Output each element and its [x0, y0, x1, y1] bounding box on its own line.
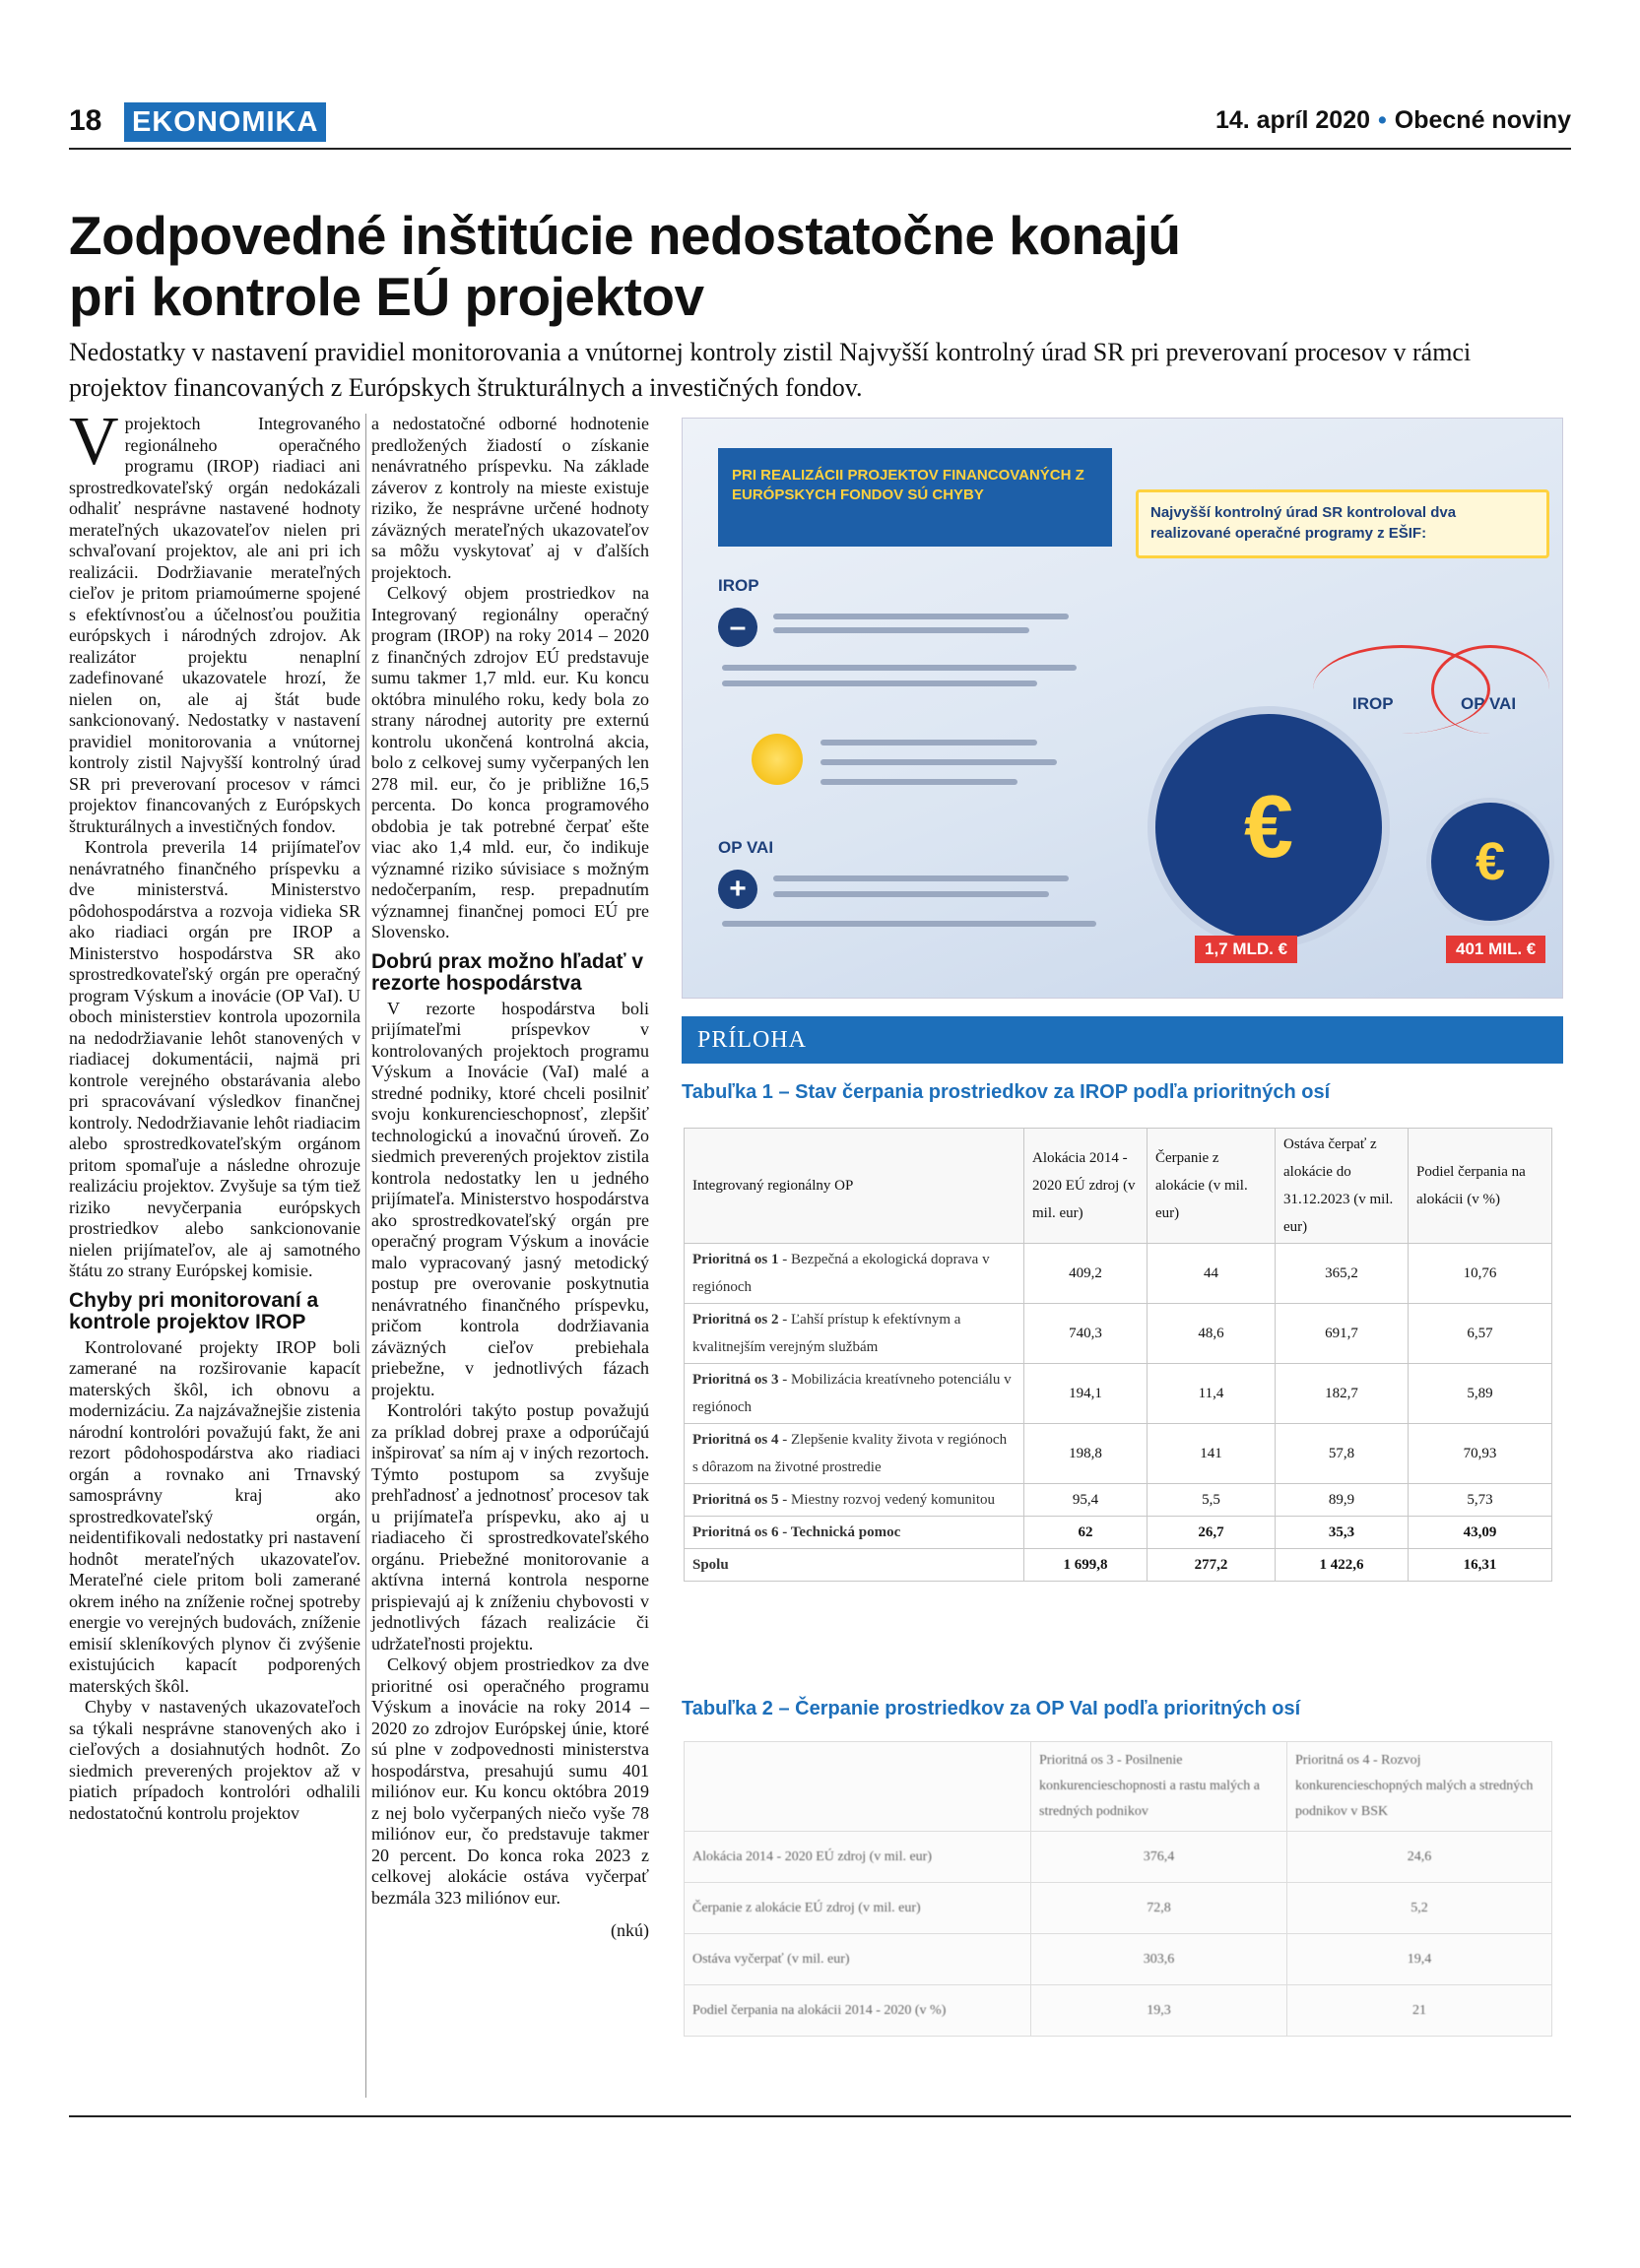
annex-header: PRÍLOHA [682, 1016, 1563, 1064]
text-line [722, 665, 1077, 671]
table-2-caption: Tabuľka 2 – Čerpanie prostriedkov za OP VaI podľa prioritných osí [682, 1698, 1301, 1719]
paragraph: V rezorte hospodárstva boli prijímateľmi príspevkov v kontrolovaných projektoch programu Výskum a Inovácie (VaI) malé a stredné podniky, ktoré chceli posilniť svoju konkurencieschopnosť, zlepšiť technologickú a inovačnú úroveň. Zo siedmich preverených projektov zistila kontrola nedostatky len u jedného prijímateľa. Ministerstvo hospodárstva ako sprostredkovateľský orgán pre operačný program Výskum a inovácie malo vypracovaný jasný metodický postup pre overovanie poskytnutia nenávratného finančného príspevku, pričom kontrola dodržiavania záväzných cieľov prebiehala priebežne, v jednotlivých fázach projektu. [371, 998, 649, 1399]
table-cell [685, 1304, 1024, 1364]
text-line [773, 875, 1069, 881]
table-total-row [685, 1549, 1552, 1582]
table-cell: 691,7 [1276, 1304, 1409, 1364]
table-cell: 24,6 [1287, 1832, 1552, 1883]
table-row [685, 1832, 1552, 1883]
table-cell: 1 699,8 [1024, 1549, 1148, 1582]
infographic-banner: PRI REALIZÁCII PROJEKTOV FINANCOVANÝCH Z EURÓPSKYCH FONDOV SÚ CHYBY [718, 448, 1112, 547]
table-cell: 57,8 [1276, 1424, 1409, 1484]
table-cell [685, 1424, 1024, 1484]
table-cell: 19,3 [1031, 1985, 1287, 2037]
paragraph: Kontrolované projekty IROP boli zamerané na rozširovanie kapacít materských škôl, ich obnovu a modernizáciu. Za najzávažnejšie zistenia národní kontrolóri považujú fakt, že ani rezort pôdohospodárstva ako riadiaci orgán a rovnako ani Trnavský samosprávny kraj ako sprostredkovateľský orgán, neidentifikovali nedostatky pri nastavení hodnôt merateľných ukazovateľov. Merateľné ciele pritom boli zamerané okrem iného na zníženie ročnej spotreby energie vo verejných budovách, zníženie emisií skleníkových plynov či zvýšenie existujúcich kapacít podporených materských škôl. [69, 1336, 361, 1696]
table-row [685, 1517, 1552, 1549]
axis-desc: - Miestny rozvoj vedený komunitou [778, 1492, 996, 1508]
amount-irop: 1,7 MLD. € [1195, 936, 1297, 963]
table-cell: 89,9 [1276, 1484, 1409, 1517]
column-divider [365, 414, 366, 2098]
table-cell: 72,8 [1031, 1883, 1287, 1934]
table-cell: 19,4 [1287, 1934, 1552, 1985]
table-cell: 198,8 [1024, 1424, 1148, 1484]
author-signature: (nkú) [611, 1920, 649, 1940]
drop-cap: V [69, 404, 119, 480]
table-cell: 11,4 [1148, 1364, 1276, 1424]
euro-coin-small-icon: € [1431, 803, 1549, 921]
axis-desc: - Bezpečná a ekologická doprava v regiónoch [692, 1252, 990, 1295]
table-cell: 43,09 [1409, 1517, 1552, 1549]
article-column-1 [69, 404, 361, 1824]
table-cell [685, 1484, 1024, 1517]
table-row [685, 1364, 1552, 1424]
table-cell: Podiel čerpania na alokácii 2014 - 2020 (v %) [685, 1985, 1031, 2037]
article-column-2 [371, 414, 649, 1942]
column-header: Podiel čerpania na alokácii (v %) [1409, 1129, 1552, 1244]
text-line [820, 779, 1017, 785]
table-cell: Spolu [685, 1549, 1024, 1582]
table-cell: 5,89 [1409, 1364, 1552, 1424]
table-cell [685, 1517, 1024, 1549]
text-line [773, 614, 1069, 619]
table-cell: 5,5 [1148, 1484, 1276, 1517]
separator-dot-icon: • [1378, 106, 1387, 134]
table-row [685, 1244, 1552, 1304]
text-line [722, 680, 1037, 686]
table-cell: 35,3 [1276, 1517, 1409, 1549]
minus-icon: – [718, 608, 757, 647]
table-cell: 16,31 [1409, 1549, 1552, 1582]
table-row [685, 1985, 1552, 2037]
infographic-callout: Najvyšší kontrolný úrad SR kontroloval dva realizované operačné programy z EŠIF: [1136, 489, 1549, 558]
infographic-label-irop: IROP [718, 576, 759, 595]
article-headline [69, 205, 1566, 327]
table-cell: 5,73 [1409, 1484, 1552, 1517]
paragraph: a nedostatočné odborné hodnotenie predložených žiadostí o získanie nenávratného príspevku. Na základe záverov z kontroly na mieste existuje riziko, že nesprávne určené hodnoty záväzných merateľných ukazovateľov sa môžu vyskytovať aj v ďalších projektoch. [371, 414, 649, 582]
axis-desc: - Ľahší prístup k efektívnym a kvalitnejším verejným službám [692, 1312, 961, 1355]
table-cell: Čerpanie z alokácie EÚ zdroj (v mil. eur) [685, 1883, 1031, 1934]
subheading: Dobrú prax možno hľadať v rezorte hospodárstva [371, 949, 644, 995]
footer-divider [69, 2115, 1571, 2117]
table-cell: 44 [1148, 1244, 1276, 1304]
table-cell: 303,6 [1031, 1934, 1287, 1985]
table-cell: Alokácia 2014 - 2020 EÚ zdroj (v mil. eur) [685, 1832, 1031, 1883]
dateline [1215, 106, 1571, 135]
paragraph: Kontrolóri takýto postup považujú za príklad dobrej praxe a odporúčajú inšpirovať sa ním aj v iných rezortoch. Týmto postupom sa zvyšuje prehľadnosť a jednotnosť procesov tak u prijímateľa príspevku, ako aj u riadiaceho či sprostredkovateľského orgánu. Priebežné monitorovanie a aktívna interná kontrola nesporne prispievajú aj k zníženiu chybovosti v jednotlivých fázach realizácie či udržateľnosti projektu. [371, 1400, 649, 1653]
table-cell: 365,2 [1276, 1244, 1409, 1304]
axis-name: Prioritná os 6 [692, 1524, 779, 1540]
text-line [773, 891, 1049, 897]
axis-desc: - Technická pomoc [778, 1524, 901, 1540]
table-cell [685, 1364, 1024, 1424]
column-header: Prioritná os 4 - Rozvoj konkurencieschopných malých a stredných podnikov v BSK [1287, 1742, 1552, 1832]
page-number: 18 [69, 104, 102, 137]
axis-desc: - Mobilizácia kreatívneho potenciálu v regiónoch [692, 1372, 1012, 1415]
text-line [820, 759, 1057, 765]
column-header [685, 1742, 1031, 1832]
table-cell: 740,3 [1024, 1304, 1148, 1364]
table-1-caption: Tabuľka 1 – Stav čerpania prostriedkov za IROP podľa prioritných osí [682, 1081, 1331, 1103]
table-cell: 21 [1287, 1985, 1552, 2037]
column-header: Alokácia 2014 - 2020 EÚ zdroj (v mil. eur) [1024, 1129, 1148, 1244]
headline-line-1: Zodpovedné inštitúcie nedostatočne konajú [69, 205, 1181, 266]
table-row [685, 1304, 1552, 1364]
text-line [773, 627, 1029, 633]
publication-name: Obecné noviny [1394, 106, 1571, 134]
table-irop [684, 1128, 1552, 1582]
table-cell: 10,76 [1409, 1244, 1552, 1304]
column-header: Ostáva čerpať z alokácie do 31.12.2023 (v mil. eur) [1276, 1129, 1409, 1244]
headline-line-2: pri kontrole EÚ projektov [69, 266, 704, 327]
infographic-label-irop-2: IROP [1352, 694, 1394, 713]
axis-name: Prioritná os 3 [692, 1372, 779, 1388]
paragraph: projektoch Integrovaného regionálneho operačného programu (IROP) riadiaci ani sprostredkovateľský orgán nedokázali odhaliť nesprávne nastavené hodnoty merateľných ukazovateľov nielen pri schvaľovaní projektov, ale ani pri ich realizácii. Dodržiavanie merateľných cieľov je pritom priamoúmerne spojené s efektívnosťou a účelnosťou použitia európskych i národných zdrojov. Ak realizátor projektu nenaplní zadefinované ukazovatele hrozí, že nielen on, ale aj štát bude sankcionovaný. Nedostatky v nastavení pravidiel monitorovania a vnútornej kontroly zistil Najvyšší kontrolný úrad SR pri preverovaní procesov v rámci projektov financovaných z Európskych štrukturálnych a investičných fondov. [69, 414, 361, 836]
article-lead: Nedostatky v nastavení pravidiel monitorovania a vnútornej kontroly zistil Najvyšší kontrolný úrad SR pri preverovaní procesov v rámci projektov financovaných z Európskych štrukturálnych a investičných fondov. [69, 338, 1472, 402]
table-cell: 48,6 [1148, 1304, 1276, 1364]
table-cell: 95,4 [1024, 1484, 1148, 1517]
table-cell [685, 1244, 1024, 1304]
axis-name: Prioritná os 5 [692, 1492, 779, 1508]
table-cell: 376,4 [1031, 1832, 1287, 1883]
table-header-row [685, 1742, 1552, 1832]
table-row [685, 1484, 1552, 1517]
axis-name: Prioritná os 4 [692, 1432, 779, 1448]
table-header-row [685, 1129, 1552, 1244]
table-row [685, 1883, 1552, 1934]
amount-opvai: 401 MIL. € [1446, 936, 1545, 963]
table-cell: 5,2 [1287, 1883, 1552, 1934]
section-label: EKONOMIKA [124, 102, 326, 142]
table-cell: Ostáva vyčerpať (v mil. eur) [685, 1934, 1031, 1985]
table-cell: 182,7 [1276, 1364, 1409, 1424]
table-cell: 409,2 [1024, 1244, 1148, 1304]
header-divider [69, 148, 1571, 150]
arrow-icon [1431, 645, 1549, 734]
table-cell: 70,93 [1409, 1424, 1552, 1484]
paragraph: Chyby v nastavených ukazovateľoch sa týkali nesprávne stanovených ako i cieľových a dosiahnutých hodnôt. Zo siedmich preverených projektov až v piatich prípadoch kontrolóri odhalili nedostatočnú kontrolu projektov [69, 1697, 361, 1823]
subheading: Chyby pri monitorovaní a kontrole projektov IROP [69, 1288, 319, 1333]
table-row [685, 1424, 1552, 1484]
text-line [722, 921, 1096, 927]
issue-date: 14. apríl 2020 [1214, 106, 1371, 134]
column-header: Prioritná os 3 - Posilnenie konkurencieschopnosti a rastu malých a stredných podnikov [1031, 1742, 1287, 1832]
column-header: Integrovaný regionálny OP [685, 1129, 1024, 1244]
table-cell: 6,57 [1409, 1304, 1552, 1364]
text-line [820, 740, 1037, 745]
sun-icon [752, 734, 803, 785]
infographic [682, 418, 1563, 999]
paragraph: Celkový objem prostriedkov za dve prioritné osi operačného programu Výskum a inovácie na roky 2014 – 2020 zo zdrojov Európskej únie, ktoré sú plne v zodpovednosti ministerstva hospodárstva, presahujú sumu 401 miliónov eur. Ku koncu októbra 2019 z nej bolo vyčerpaných niečo vyše 78 miliónov eur, čo predstavuje takmer 20 percent. Do konca roka 2023 z celkovej alokácie ostáva vyčerpať bezmála 323 miliónov eur. [371, 1654, 649, 1908]
table-opvai [684, 1741, 1552, 2037]
table-row [685, 1934, 1552, 1985]
axis-name: Prioritná os 2 [692, 1312, 779, 1328]
table-cell: 141 [1148, 1424, 1276, 1484]
table-cell: 277,2 [1148, 1549, 1276, 1582]
table-cell: 26,7 [1148, 1517, 1276, 1549]
paragraph: Celkový objem prostriedkov na Integrovaný regionálny operačný program (IROP) na roky 2014 – 2020 z finančných zdrojov EÚ predstavuje sumu takmer 1,7 mld. eur. Ku koncu októbra minulého roku, kedy bola zo strany národnej autority pre externú kontrolu ukončená kontrolná akcia, bolo z celkovej sumy vyčerpaných len 278 mil. eur, čo je približne 16,5 percenta. Do konca programového obdobia je tak potrebné čerpať ešte viac ako 1,4 mld. eur, čo indikuje významné riziko súvisiace s možným nedočerpaním, resp. prepadnutím významnej finančnej pomoci EÚ pre Slovensko. [371, 583, 649, 941]
axis-name: Prioritná os 1 [692, 1252, 779, 1267]
infographic-label-opvai: OP VAI [718, 838, 774, 857]
euro-coin-large-icon: € [1155, 714, 1382, 940]
plus-icon: + [718, 870, 757, 909]
axis-desc: - Zlepšenie kvality života v regiónoch s dôrazom na životné prostredie [692, 1432, 1008, 1475]
page-header [69, 102, 1571, 146]
table-cell: 62 [1024, 1517, 1148, 1549]
paragraph: Kontrola preverila 14 prijímateľov nenávratného finančného príspevku a dve ministerstvá. Ministerstvo pôdohospodárstva a rozvoja vidieka SR ako riadiaci orgán pre IROP a Ministerstvo hospodárstva SR ako sprostredkovateľský orgán pre operačný program Výskum a inovácie (OP VaI). U oboch ministerstiev kontrola upozornila na nedodržiavanie lehôt stanovených v riadiacej dokumentácii, najmä pri kontrole verejného obstarávania alebo pri spracovávaní výsledkov finančnej kontroly. Nedodržiavanie lehôt riadiacim alebo sprostredkovateľským orgánom pritom spomaľuje a následne ohrozuje realizáciu projektov. Zvyšuje sa tým tiež riziko nevyčerpania európskych prostriedkov alebo sankcionovanie nielen prijímateľov, ale aj samotného štátu zo strany Európskej komisie. [69, 837, 361, 1280]
infographic-label-opvai-2: OP VAI [1461, 694, 1517, 713]
column-header: Čerpanie z alokácie (v mil. eur) [1148, 1129, 1276, 1244]
table-cell: 1 422,6 [1276, 1549, 1409, 1582]
table-cell: 194,1 [1024, 1364, 1148, 1424]
